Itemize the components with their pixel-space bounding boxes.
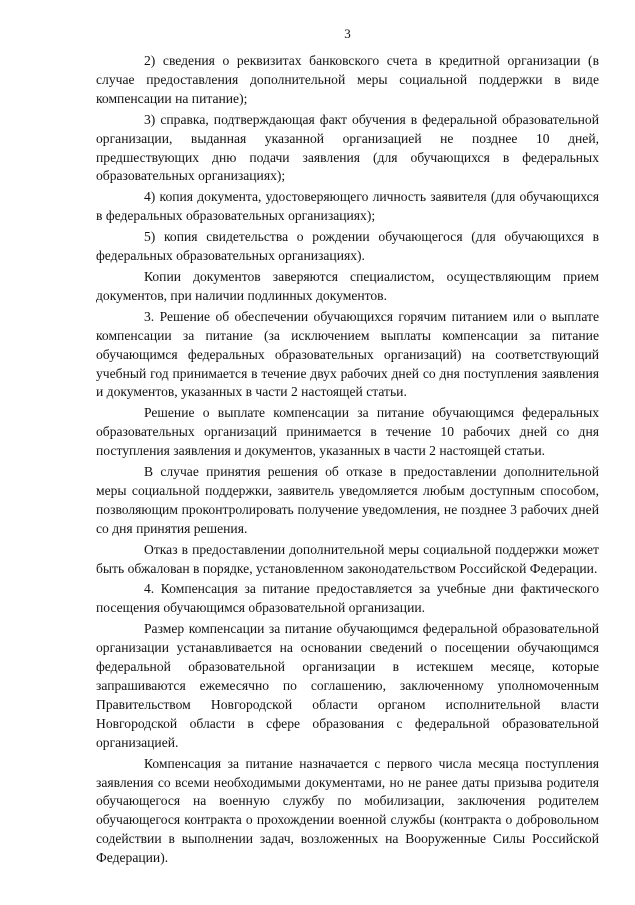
paragraph-decision-federal: Решение о выплате компенсации за питание обучающимся федеральных образовательных организаций принимается в течение 10 рабочих дней со дня поступления заявления и документов, указанных в части 2 настоящей статьи. [96,405,599,459]
paragraph-item-5: 5) копия свидетельства о рождении обучающегося (для обучающихся в федеральных образовательных организациях). [96,229,599,264]
paragraph-item-2: 2) сведения о реквизитах банковского счета в кредитной организации (в случае предоставления дополнительной меры социальной поддержки в виде компенсации на питание); [96,53,599,106]
paragraph-compensation-amount: Размер компенсации за питание обучающимся федеральной образовательной организации устанавливается на основании сведений о посещении обучающимся федеральной образовательной организации в истекшем месяце, которые запрашиваются ежемесячно по соглашению, заключенному уполномоченным Правительством Новгородской области органом исполнительной власти Новгородской области в сфере образования с федеральной образовательной организацией. [96,621,599,750]
paragraph-section-3: 3. Решение об обеспечении обучающихся горячим питанием или о выплате компенсации за питание (за исключением выплаты компенсации за питание обучающимся федеральных образовательных организаций) на соответствующий учебный год принимается в течение двух рабочих дней со дня поступления заявления и документов, указанных в части 2 настоящей статьи. [96,308,599,400]
paragraph-refusal-appeal: Отказ в предоставлении дополнительной меры социальной поддержки может быть обжалован в порядке, установленном законодательством Российской Федерации. [96,541,599,576]
paragraph-item-4: 4) копия документа, удостоверяющего личность заявителя (для обучающихся в федеральных образовательных организациях); [96,189,599,224]
paragraph-item-3: 3) справка, подтверждающая факт обучения в федеральной образовательной организации, выданная указанной организацией не позднее 10 дней, предшествующих дню подачи заявления (для обучающихся в федеральных образовательных организациях); [96,111,599,184]
paragraph-section-4: 4. Компенсация за питание предоставляется за учебные дни фактического посещения обучающимся образовательной организации. [96,581,599,616]
paragraph-copies: Копии документов заверяются специалистом, осуществляющим прием документов, при наличии подлинных документов. [96,268,599,303]
paragraph-compensation-start: Компенсация за питание назначается с первого числа месяца поступления заявления со всеми необходимыми документами, но не ранее даты призыва родителя обучающегося на военную службу по мобилизации, заключения родителем обучающегося контракта о прохождении военной службы (контракта о добровольном содействии в выполнении задач, возложенных на Вооруженные Силы Российской Федерации). [96,755,599,866]
page-number: 3 [344,26,351,41]
paragraph-refusal-notice: В случае принятия решения об отказе в предоставлении дополнительной меры социальной поддержки, заявитель уведомляется любым доступным способом, позволяющим проконтролировать получение уведомления, не позднее 3 рабочих дней со дня принятия решения. [96,464,599,536]
